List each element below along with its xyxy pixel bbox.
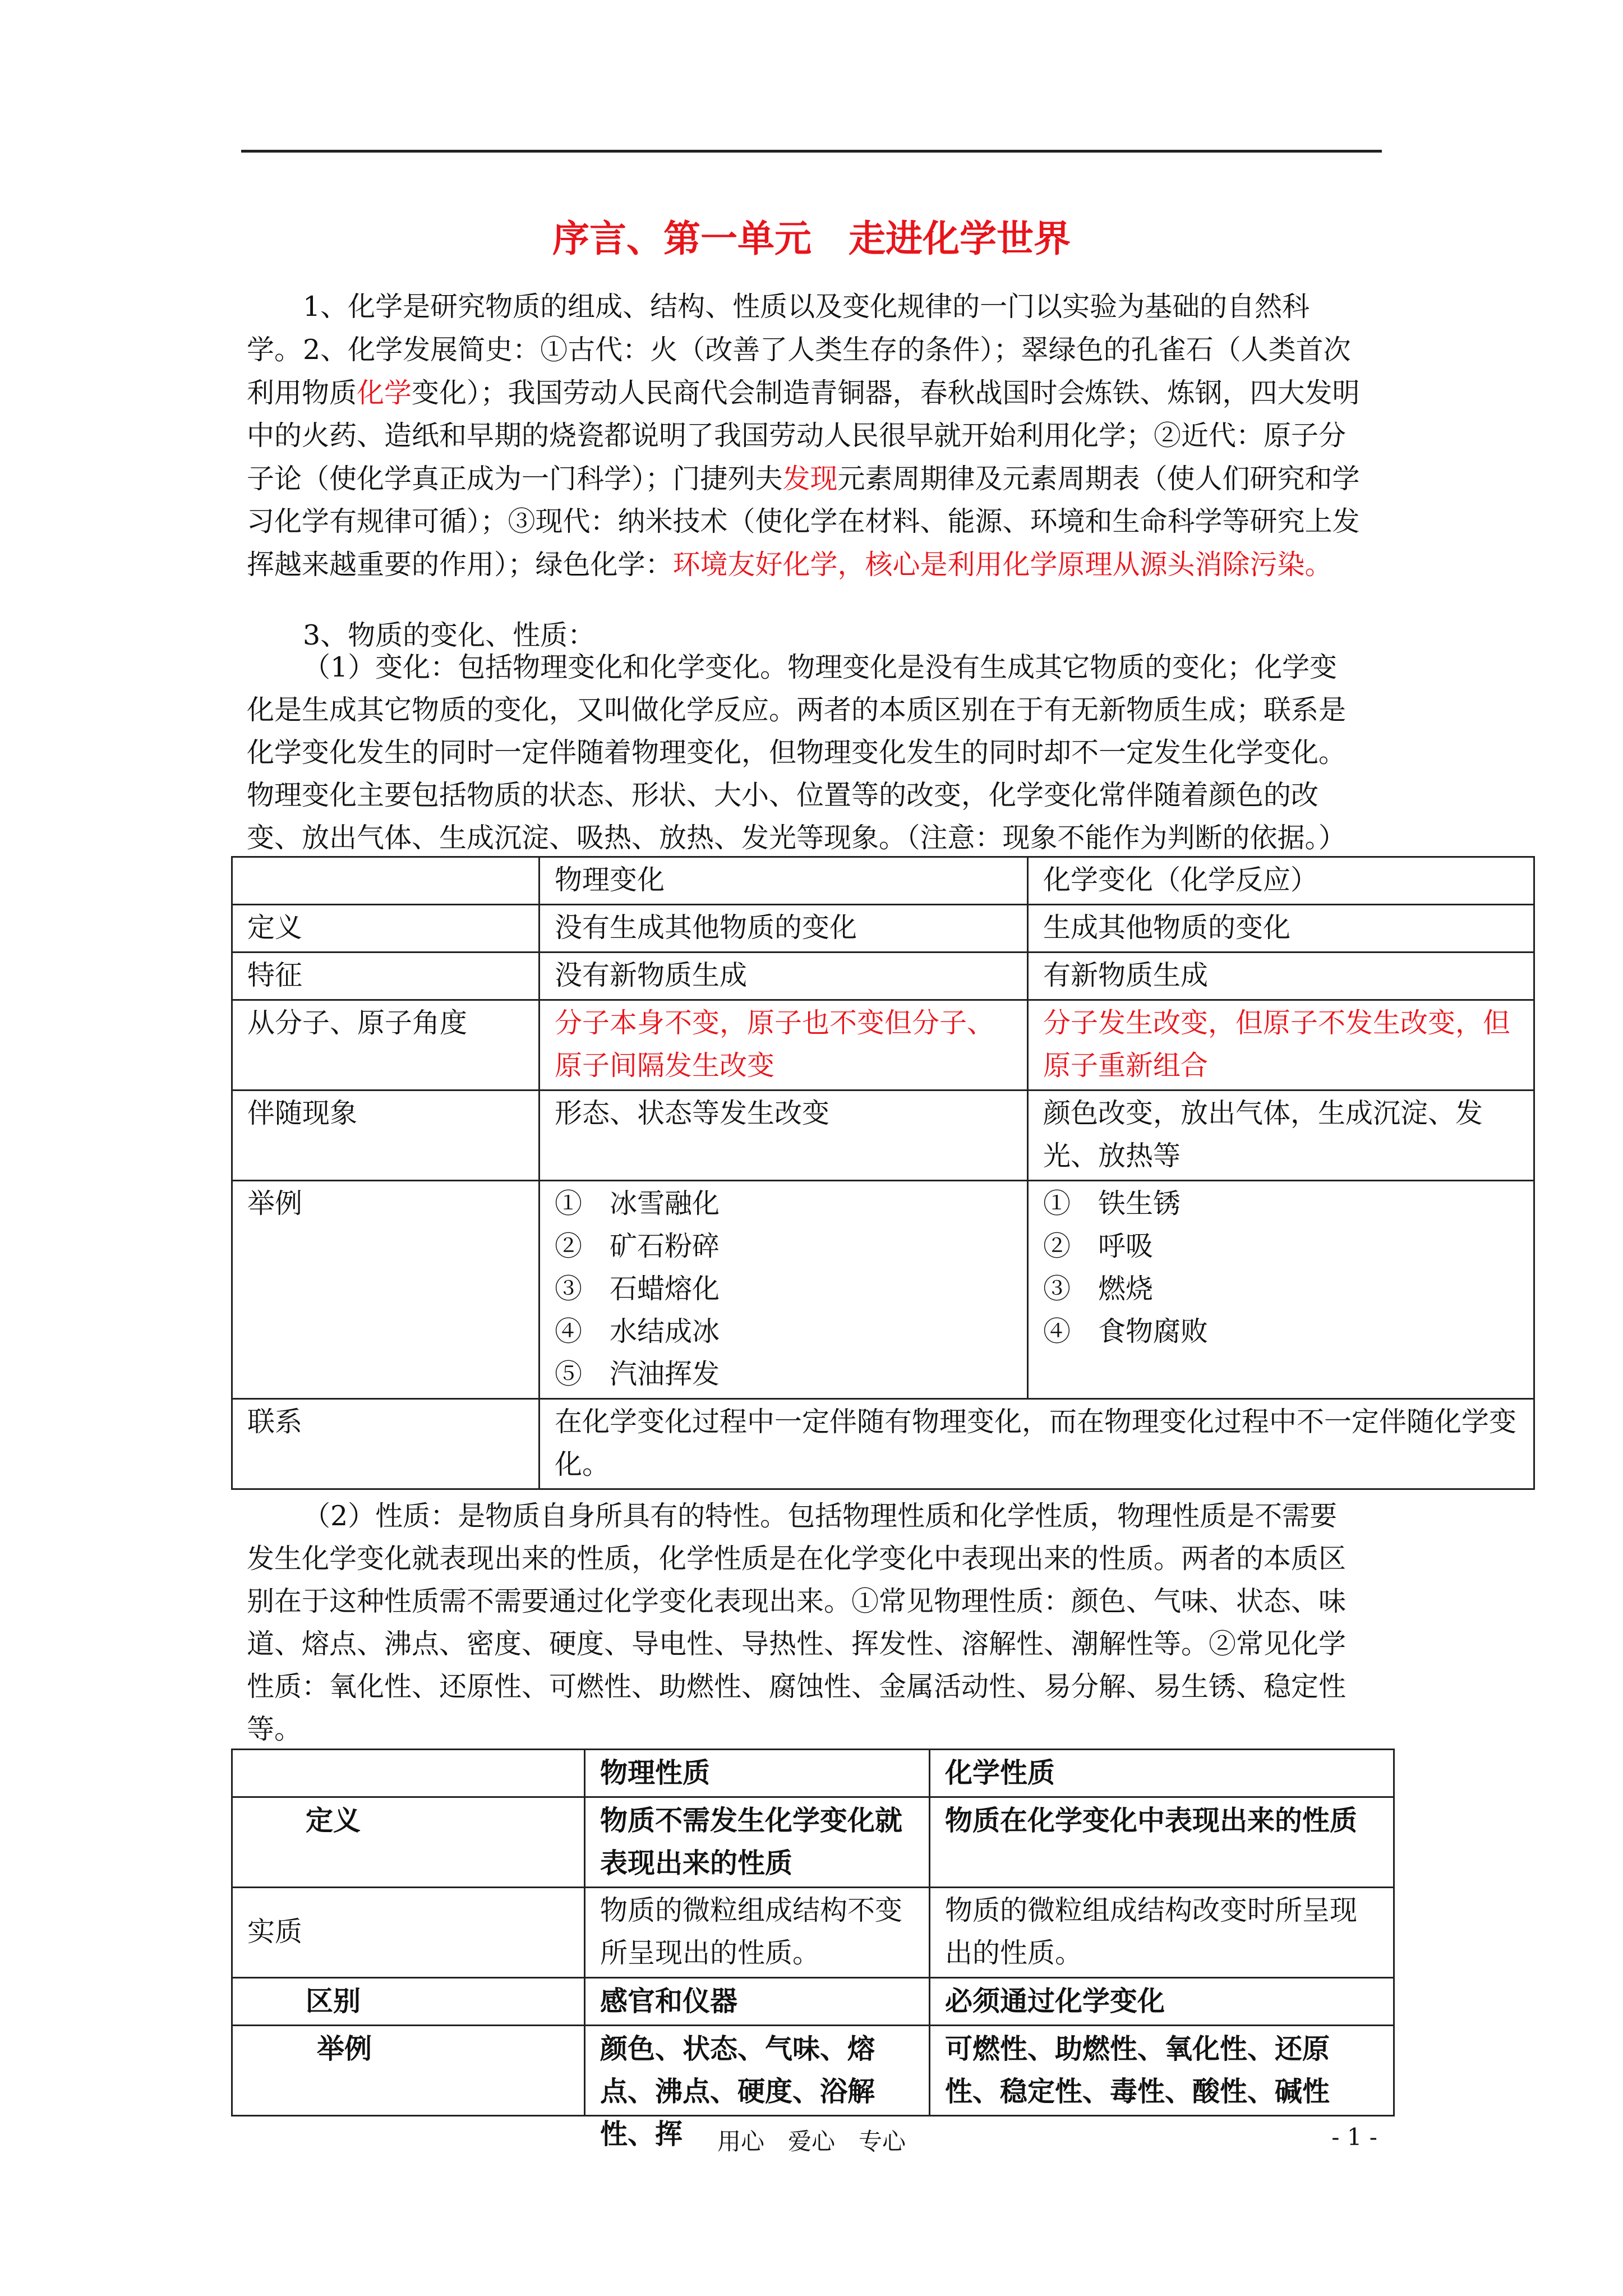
table2-row bbox=[232, 2026, 1394, 2116]
table2-cell: 物质的微粒组成结构不变所呈现出的性质。 bbox=[585, 1888, 930, 1978]
table1-cell: 定义 bbox=[232, 905, 540, 953]
table1-row bbox=[232, 953, 1534, 1000]
list-item: ① 冰雪融化 bbox=[555, 1188, 720, 1220]
table2-cell: 感官和仪器 bbox=[585, 1978, 930, 2026]
list-item: ① 铁生锈 bbox=[1043, 1188, 1181, 1220]
table1-header-row bbox=[232, 857, 1534, 905]
table1-cell: 没有生成其他物质的变化 bbox=[540, 905, 1028, 953]
table2-cell: 区别 bbox=[232, 1978, 585, 2026]
table1-cell: 形态、状态等发生改变 bbox=[540, 1091, 1028, 1181]
table1-cell: 有新物质生成 bbox=[1028, 953, 1534, 1000]
table2-row bbox=[232, 1797, 1394, 1888]
table1-row bbox=[232, 1000, 1534, 1091]
p2-highlight-discovery: 发现 bbox=[782, 462, 838, 495]
table2-cell: 可燃性、助燃性、氧化性、还原性、稳定性、毒性、酸性、碱性 bbox=[930, 2026, 1394, 2116]
table1-row bbox=[232, 905, 1534, 953]
list-item: ② 矿石粉碎 bbox=[555, 1230, 720, 1262]
table1-cell: 颜色改变，放出气体，生成沉淀、发光、放热等 bbox=[1028, 1091, 1534, 1181]
paragraph-5: （2）性质：是物质自身所具有的特性。包括物理性质和化学性质，物理性质是不需要发生化学变化就表现出来的性质，化学性质是在化学变化中表现出来的性质。两者的本质区别在于这种性质需不需要通过化学变化表现出来。①常见物理性质：颜色、气味、状态、味道、熔点、沸点、密度、硬度、导电性、导热性、挥发性、溶解性、潮解性等。②常见化学性质：氧化性、还原性、可燃性、助燃性、腐蚀性、金属活动性、易分解、易生锈、稳定性等。 bbox=[247, 1500, 1347, 1745]
table2-cell: 物质的微粒组成结构改变时所呈现出的性质。 bbox=[930, 1888, 1394, 1978]
table2-cell: 必须通过化学变化 bbox=[930, 1978, 1394, 2026]
list-item: ④ 食物腐败 bbox=[1043, 1315, 1209, 1347]
paragraph-1: 1、化学是研究物质的组成、结构、性质以及变化规律的一门以实验为基础的自然科学。 bbox=[247, 291, 1310, 366]
table1-cell bbox=[1028, 1181, 1534, 1399]
p2-text-a: 2、化学发展简史：①古代：火（改善了人类生存的条件）；翠绿色的孔雀石（人类首次利用物质 bbox=[247, 334, 1351, 409]
list-item: ⑤ 汽油挥发 bbox=[555, 1358, 720, 1390]
footer-motto: 用心 爱心 专心 bbox=[717, 2128, 906, 2155]
table2-cell: 物质不需发生化学变化就表现出来的性质 bbox=[585, 1797, 930, 1888]
table1-cell: 从分子、原子角度 bbox=[232, 1000, 540, 1091]
table2-row bbox=[232, 1978, 1394, 2026]
p2-text-e: 元素周期律及元素周期表（使人们研究和学习化学有规律可循）；③现代：纳米技术（使化学在材料、能源、环境和生命科学等研究上发挥越来越重要的作用）；绿色化学： bbox=[247, 462, 1360, 581]
table2-row bbox=[232, 1888, 1394, 1978]
table1-cell: 伴随现象 bbox=[232, 1091, 540, 1181]
table2-cell-text: 颜色、状态、气味、熔点、沸点、硬度、浴解性、挥 bbox=[600, 2032, 875, 2150]
table1-cell: 物理变化 bbox=[540, 857, 1028, 905]
p2-highlight-green-chemistry: 环境友好化学，核心是利用化学原理从源头消除污染。 bbox=[672, 548, 1332, 581]
paragraph-3: 3、物质的变化、性质： bbox=[303, 619, 596, 651]
table1-row bbox=[232, 1399, 1534, 1489]
list-item: ② 呼吸 bbox=[1043, 1230, 1154, 1262]
table2-cell: 举例 bbox=[232, 2026, 585, 2116]
table1-cell: 举例 bbox=[232, 1181, 540, 1399]
list-item: ③ 石蜡熔化 bbox=[555, 1273, 720, 1305]
table1-cell: 分子发生改变，但原子不发生改变，但原子重新组合 bbox=[1028, 1000, 1534, 1091]
page-number: - 1 - bbox=[1331, 2123, 1377, 2151]
table1-cell: 在化学变化过程中一定伴随有物理变化，而在物理变化过程中不一定伴随化学变化。 bbox=[540, 1399, 1534, 1489]
header-rule bbox=[241, 150, 1382, 153]
table1-row bbox=[232, 1181, 1534, 1399]
paragraph-4: （1）变化：包括物理变化和化学变化。物理变化是没有生成其它物质的变化；化学变化是生成其它物质的变化，又叫做化学反应。两者的本质区别在于有无新物质生成；联系是化学变化发生的同时一定伴随着物理变化，但物理变化发生的同时却不一定发生化学变化。物理变化主要包括物质的状态、形状、大小、位置等的改变，化学变化常伴随着颜色的改变、放出气体、生成沉淀、吸热、放热、发光等现象。（注意：现象不能作为判断的依据。） bbox=[247, 651, 1347, 854]
table2-cell: 化学性质 bbox=[930, 1750, 1394, 1797]
table1-cell: 生成其他物质的变化 bbox=[1028, 905, 1534, 953]
table1-cell: 化学变化（化学反应） bbox=[1028, 857, 1534, 905]
table1-row bbox=[232, 1091, 1534, 1181]
paragraph-2 bbox=[247, 329, 1363, 586]
table2-cell bbox=[232, 1750, 585, 1797]
p2-text-c: 变化）；我国劳动人民商代会制造青铜器，春秋战国时会炼铁、炼钢，四大发明中的火药、造纸和早期的烧瓷都说明了我国劳动人民很早就开始利用化学；②近代：原子分子论（使化学真正成为一门科学）；门捷列夫 bbox=[247, 376, 1360, 495]
table1-cell: 特征 bbox=[232, 953, 540, 1000]
list-item: ④ 水结成冰 bbox=[555, 1315, 720, 1347]
table2-header-row bbox=[232, 1750, 1394, 1797]
page-title: 序言、第一单元 走进化学世界 bbox=[552, 217, 1071, 260]
table2-cell: 物质在化学变化中表现出来的性质 bbox=[930, 1797, 1394, 1888]
table1-cell bbox=[232, 857, 540, 905]
change-comparison-table bbox=[231, 856, 1535, 1490]
table1-cell: 联系 bbox=[232, 1399, 540, 1489]
table1-cell bbox=[540, 1181, 1028, 1399]
table2-cell: 定义 bbox=[232, 1797, 585, 1888]
p2-highlight-chemistry: 化学 bbox=[357, 376, 412, 409]
list-item: ③ 燃烧 bbox=[1043, 1273, 1154, 1305]
table1-cell: 没有新物质生成 bbox=[540, 953, 1028, 1000]
table1-cell: 分子本身不变，原子也不变但分子、原子间隔发生改变 bbox=[540, 1000, 1028, 1091]
table2-cell: 实质 bbox=[232, 1888, 585, 1978]
table2-cell: 物理性质 bbox=[585, 1750, 930, 1797]
